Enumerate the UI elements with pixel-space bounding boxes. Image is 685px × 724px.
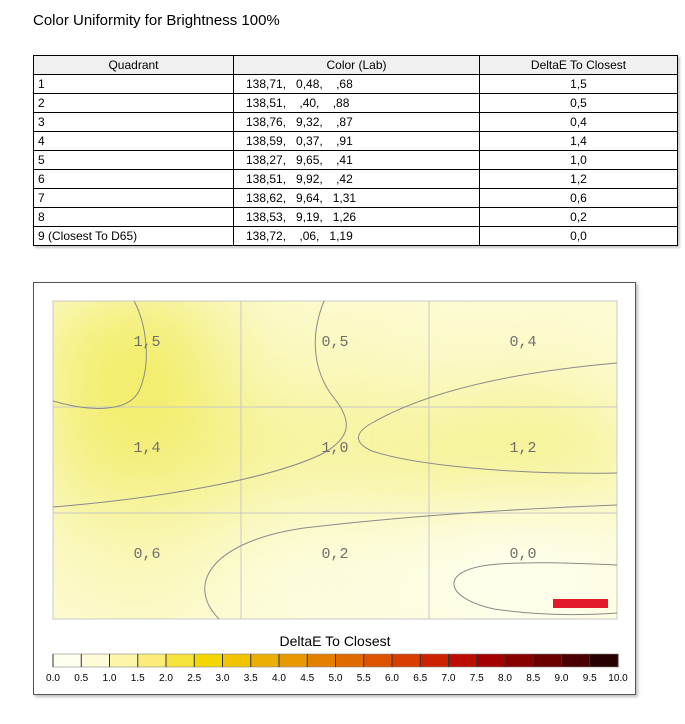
scale-tick-label: 2.5 — [187, 673, 202, 684]
table-row — [34, 132, 678, 151]
scale-swatch — [420, 654, 449, 667]
deltae-cell: 1,4 — [480, 132, 678, 151]
scale-swatch — [166, 654, 195, 667]
column-header-quadrant: Quadrant — [34, 56, 234, 75]
scale-tick-label: 7.5 — [469, 673, 484, 684]
scale-tick-label: 2.0 — [159, 673, 173, 684]
lab-cell: 138,72, ,06, 1,19 — [234, 227, 480, 246]
uniformity-table — [33, 55, 678, 246]
scale-tick-label: 3.5 — [243, 673, 258, 684]
uniformity-chart-panel — [33, 282, 636, 695]
scale-swatch — [53, 654, 82, 667]
deltae-cell: 1,2 — [480, 170, 678, 189]
cell-value-label: 0,0 — [509, 546, 537, 563]
quadrant-cell: 2 — [34, 94, 234, 113]
scale-tick-label: 3.0 — [215, 673, 230, 684]
scale-tick-label: 9.0 — [554, 673, 569, 684]
lab-cell: 138,53, 9,19, 1,26 — [234, 208, 480, 227]
scale-tick-label: 8.5 — [526, 673, 541, 684]
table-row — [34, 113, 678, 132]
scale-swatch — [392, 654, 421, 667]
quadrant-cell: 8 — [34, 208, 234, 227]
scale-tick-label: 6.5 — [413, 673, 428, 684]
scale-swatch — [562, 654, 591, 667]
lab-cell: 138,51, 9,92, ,42 — [234, 170, 480, 189]
reference-marker — [553, 599, 608, 608]
scale-swatch — [279, 654, 308, 667]
lab-cell: 138,71, 0,48, ,68 — [234, 75, 480, 94]
cell-value-label: 0,4 — [509, 334, 537, 351]
scale-swatch — [590, 654, 619, 667]
table-row — [34, 227, 678, 246]
scale-tick-label: 8.0 — [498, 673, 512, 684]
lab-cell: 138,27, 9,65, ,41 — [234, 151, 480, 170]
scale-tick-label: 4.0 — [272, 673, 286, 684]
cell-value-label: 0,2 — [321, 546, 349, 563]
deltae-cell: 1,0 — [480, 151, 678, 170]
scale-swatch — [336, 654, 365, 667]
scale-tick-label: 5.5 — [356, 673, 371, 684]
deltae-cell: 1,5 — [480, 75, 678, 94]
scale-swatch — [194, 654, 223, 667]
scale-tick-label: 1.0 — [102, 673, 117, 684]
uniformity-heatmap — [34, 283, 635, 694]
quadrant-cell: 4 — [34, 132, 234, 151]
table-row — [34, 208, 678, 227]
cell-value-label: 1,4 — [133, 440, 161, 457]
scale-title: DeltaE To Closest — [279, 633, 391, 649]
cell-value-label: 1,2 — [509, 440, 537, 457]
color-scale — [46, 654, 628, 684]
quadrant-cell: 9 (Closest To D65) — [34, 227, 234, 246]
table-header-row — [34, 56, 678, 75]
quadrant-cell: 6 — [34, 170, 234, 189]
table-row — [34, 151, 678, 170]
cell-value-label: 0,6 — [133, 546, 161, 563]
column-header-color-lab: Color (Lab) — [234, 56, 480, 75]
table-row — [34, 189, 678, 208]
quadrant-cell: 7 — [34, 189, 234, 208]
quadrant-cell: 3 — [34, 113, 234, 132]
deltae-cell: 0,6 — [480, 189, 678, 208]
page-title: Color Uniformity for Brightness 100% — [33, 12, 280, 29]
scale-swatch — [449, 654, 478, 667]
table-row — [34, 94, 678, 113]
scale-swatch — [223, 654, 252, 667]
cell-value-label: 0,5 — [321, 334, 349, 351]
scale-tick-label: 5.0 — [328, 673, 343, 684]
scale-swatch — [533, 654, 562, 667]
deltae-cell: 0,5 — [480, 94, 678, 113]
lab-cell: 138,76, 9,32, ,87 — [234, 113, 480, 132]
scale-swatch — [364, 654, 393, 667]
scale-swatch — [138, 654, 167, 667]
table-row — [34, 170, 678, 189]
cell-value-label: 1,5 — [133, 334, 161, 351]
scale-swatch — [505, 654, 534, 667]
deltae-cell: 0,2 — [480, 208, 678, 227]
scale-swatch — [251, 654, 280, 667]
deltae-cell: 0,4 — [480, 113, 678, 132]
scale-swatch — [81, 654, 110, 667]
column-header-deltae: DeltaE To Closest — [480, 56, 678, 75]
lab-cell: 138,51, ,40, ,88 — [234, 94, 480, 113]
scale-tick-label: 10.0 — [608, 673, 628, 684]
scale-swatch — [477, 654, 506, 667]
lab-cell: 138,59, 0,37, ,91 — [234, 132, 480, 151]
scale-tick-label: 1.5 — [130, 673, 145, 684]
scale-tick-label: 6.0 — [385, 673, 399, 684]
cell-value-label: 1,0 — [321, 440, 349, 457]
table-row — [34, 75, 678, 94]
scale-tick-label: 7.0 — [441, 673, 456, 684]
deltae-cell: 0,0 — [480, 227, 678, 246]
quadrant-cell: 5 — [34, 151, 234, 170]
scale-swatch — [110, 654, 139, 667]
scale-tick-label: 9.5 — [582, 673, 597, 684]
scale-swatch — [307, 654, 336, 667]
scale-tick-label: 0.0 — [46, 673, 60, 684]
lab-cell: 138,62, 9,64, 1,31 — [234, 189, 480, 208]
scale-tick-label: 0.5 — [74, 673, 89, 684]
scale-tick-label: 4.5 — [300, 673, 315, 684]
quadrant-cell: 1 — [34, 75, 234, 94]
